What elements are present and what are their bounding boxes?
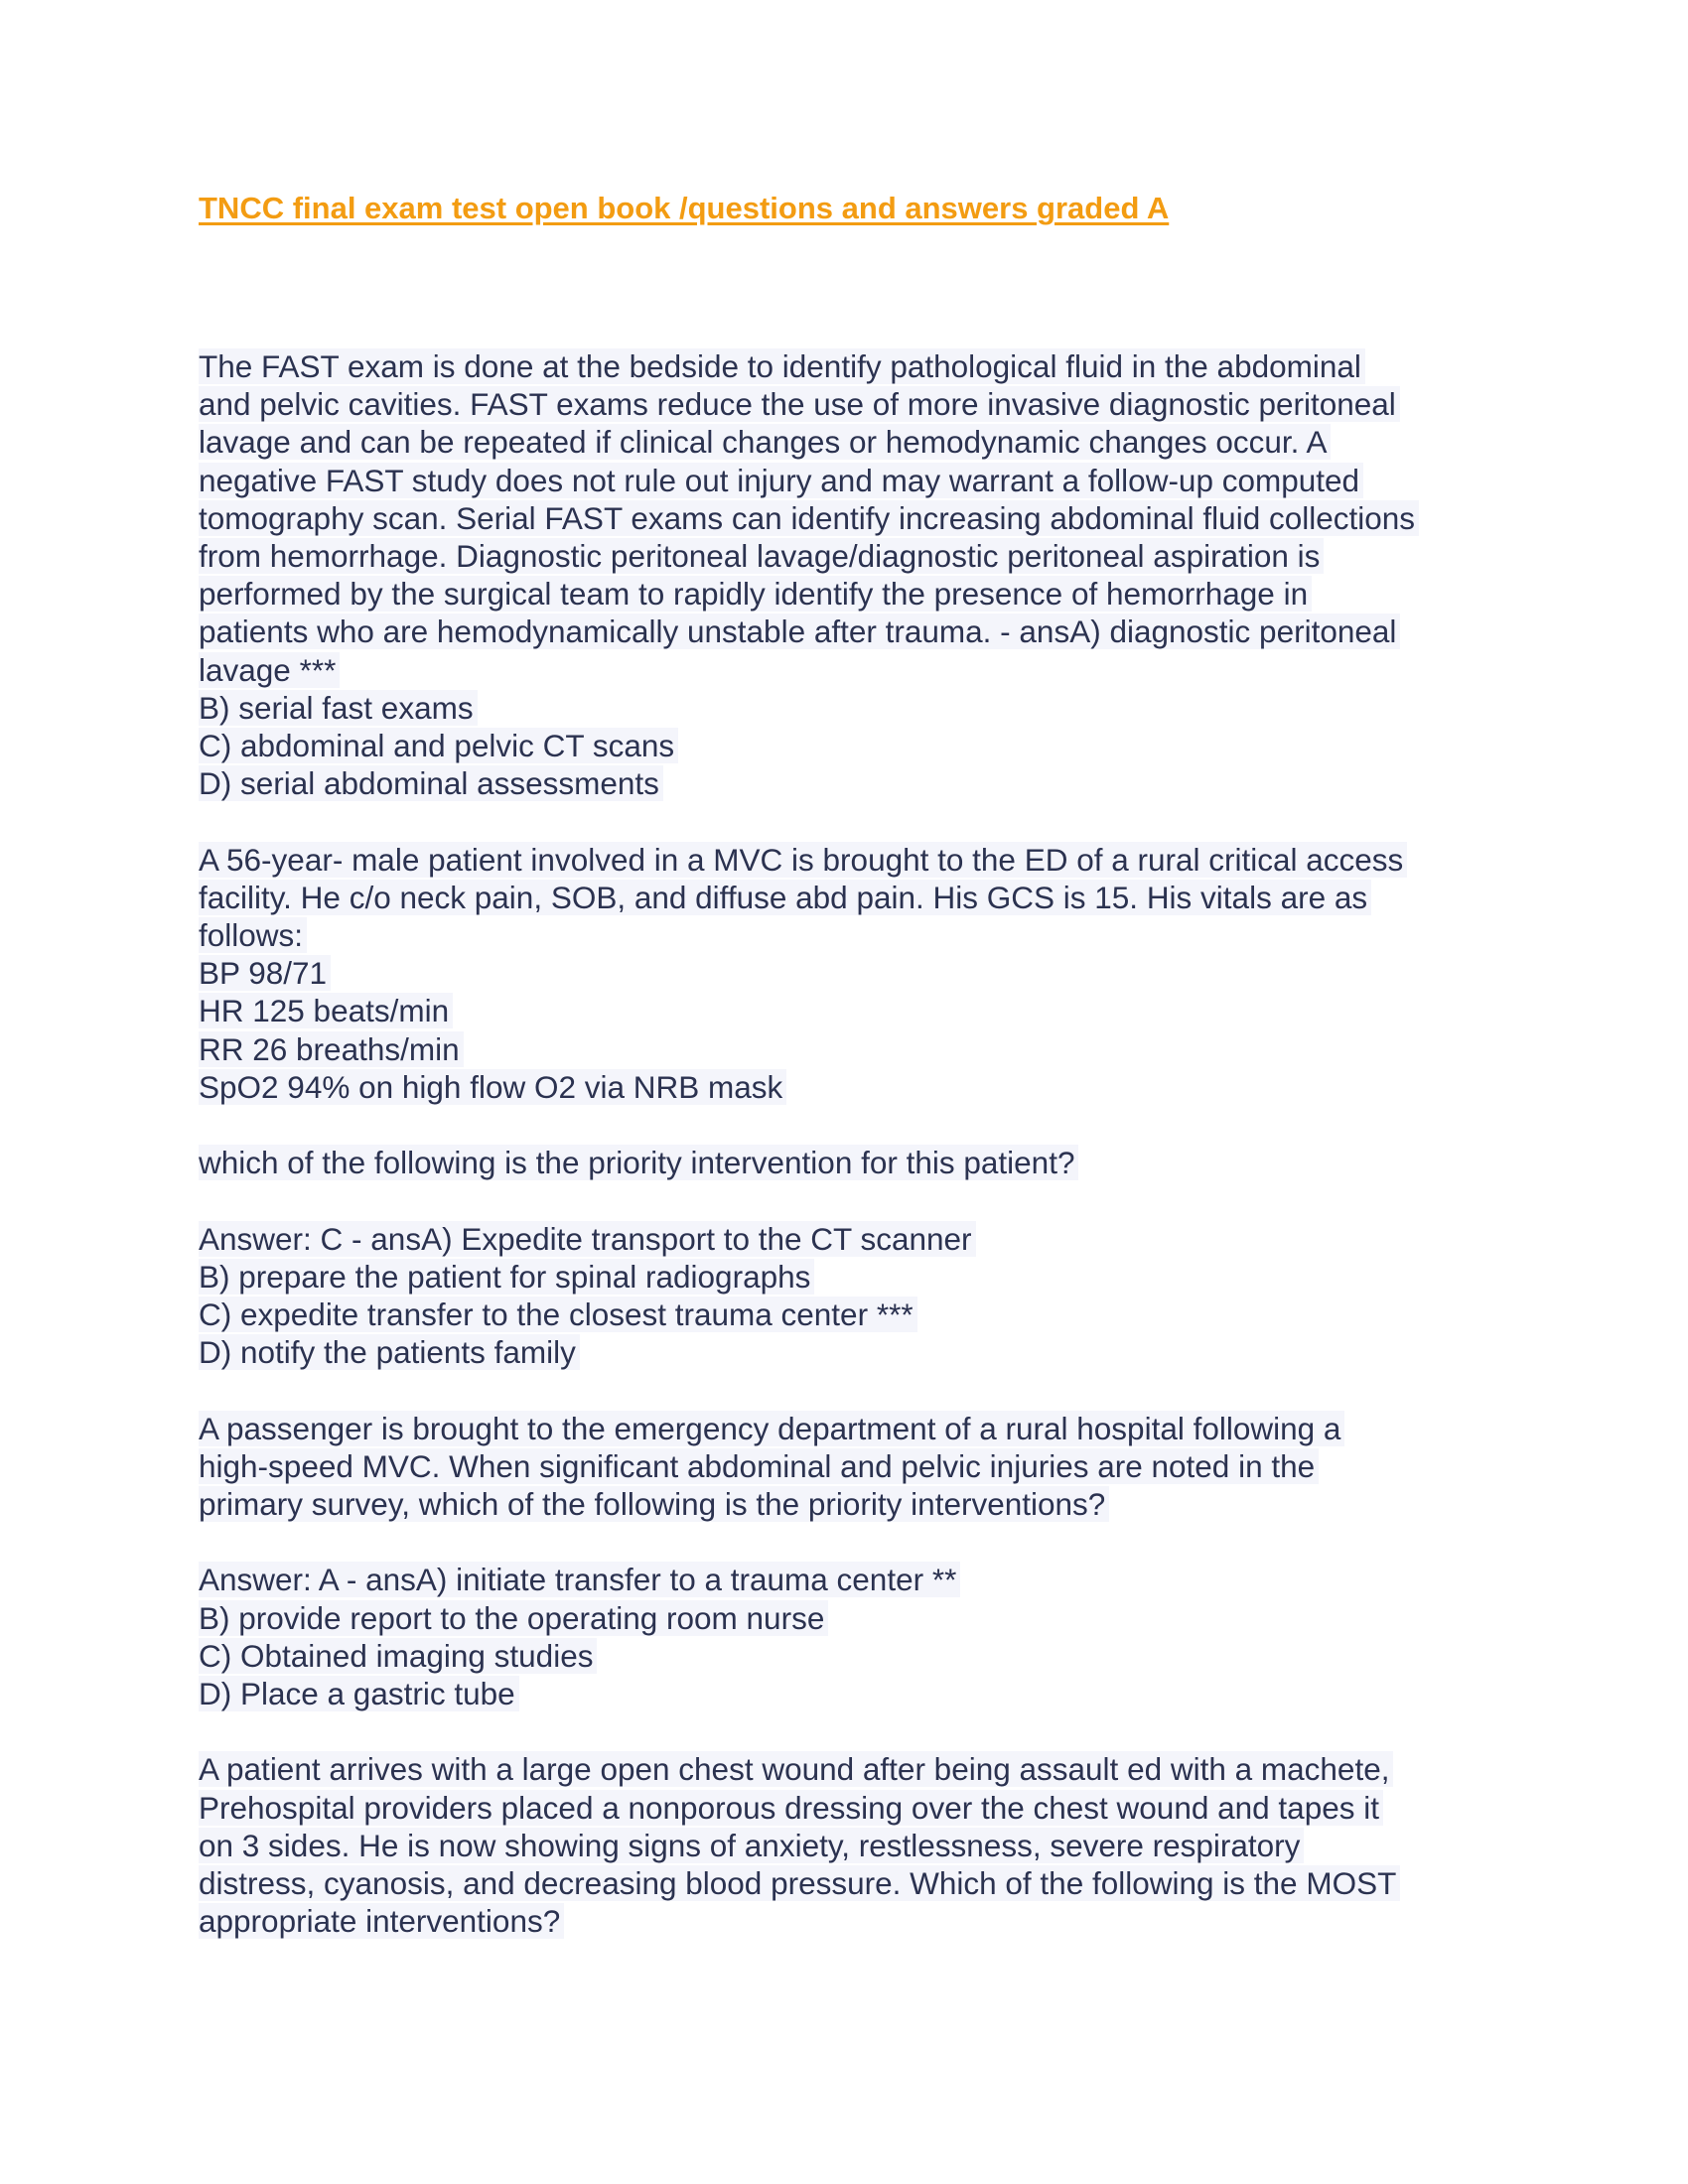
question-4-line: Prehospital providers placed a nonporous dressing over the chest wound and tapes it [199,1789,1509,1827]
question-2-line: follows: [199,916,1509,954]
question-2-prompt [199,1144,1509,1181]
question-1-line: negative FAST study does not rule out injury and may warrant a follow-up computed [199,462,1509,499]
paragraph-gap [199,1712,1509,1750]
question-1-line: tomography scan. Serial FAST exams can identify increasing abdominal fluid collections [199,499,1509,537]
question-2-answer: Answer: C - ansA) Expedite transport to the CT scanner [199,1220,1509,1258]
question-1-line: The FAST exam is done at the bedside to identify pathological fluid in the abdominal [199,347,1509,385]
vital-rr: RR 26 breaths/min [199,1030,1509,1068]
question-2-option: D) notify the patients family [199,1333,1509,1371]
question-1-line: patients who are hemodynamically unstable after trauma. - ansA) diagnostic peritoneal [199,613,1509,650]
question-2-option: C) expedite transfer to the closest trauma center *** [199,1296,1509,1333]
question-2-question: which of the following is the priority intervention for this patient? [199,1144,1509,1181]
question-1 [199,347,1509,802]
question-1-line: and pelvic cavities. FAST exams reduce the use of more invasive diagnostic peritoneal [199,385,1509,423]
question-3-option: D) Place a gastric tube [199,1675,1509,1712]
question-4-line: appropriate interventions? [199,1902,1509,1940]
question-1-line: from hemorrhage. Diagnostic peritoneal lavage/diagnostic peritoneal aspiration is [199,537,1509,575]
question-2-line: A 56-year- male patient involved in a MVC is brought to the ED of a rural critical access [199,841,1509,879]
paragraph-gap [199,1181,1509,1219]
question-3-line: A passenger is brought to the emergency department of a rural hospital following a [199,1410,1509,1447]
paragraph-gap [199,1106,1509,1144]
question-2-answers [199,1220,1509,1372]
document-body [199,347,1509,1940]
paragraph-gap [199,1371,1509,1409]
question-4-line: A patient arrives with a large open chest wound after being assault ed with a machete, [199,1750,1509,1788]
question-2-line: facility. He c/o neck pain, SOB, and diffuse abd pain. His GCS is 15. His vitals are as [199,879,1509,916]
document-title: TNCC final exam test open book /questions and answers graded A [199,191,1170,225]
question-2 [199,841,1509,1106]
question-4 [199,1750,1509,1940]
question-3-option: B) provide report to the operating room nurse [199,1599,1509,1637]
question-3 [199,1410,1509,1524]
vital-bp: BP 98/71 [199,954,1509,992]
question-1-option: D) serial abdominal assessments [199,764,1509,802]
vital-hr: HR 125 beats/min [199,992,1509,1029]
question-1-option: C) abdominal and pelvic CT scans [199,727,1509,764]
question-1-line: lavage *** [199,651,1509,689]
question-2-option: B) prepare the patient for spinal radiographs [199,1258,1509,1296]
question-3-answers [199,1561,1509,1712]
paragraph-gap [199,1523,1509,1561]
question-1-option: B) serial fast exams [199,689,1509,727]
vital-spo2: SpO2 94% on high flow O2 via NRB mask [199,1068,1509,1106]
question-3-answer: Answer: A - ansA) initiate transfer to a trauma center ** [199,1561,1509,1598]
question-4-line: distress, cyanosis, and decreasing blood pressure. Which of the following is the MOST [199,1864,1509,1902]
question-1-line: performed by the surgical team to rapidly identify the presence of hemorrhage in [199,575,1509,613]
question-3-line: high-speed MVC. When significant abdominal and pelvic injuries are noted in the [199,1447,1509,1485]
question-3-option: C) Obtained imaging studies [199,1637,1509,1675]
question-1-line: lavage and can be repeated if clinical changes or hemodynamic changes occur. A [199,423,1509,461]
paragraph-gap [199,802,1509,840]
question-3-line: primary survey, which of the following is the priority interventions? [199,1485,1509,1523]
question-4-line: on 3 sides. He is now showing signs of anxiety, restlessness, severe respiratory [199,1827,1509,1864]
